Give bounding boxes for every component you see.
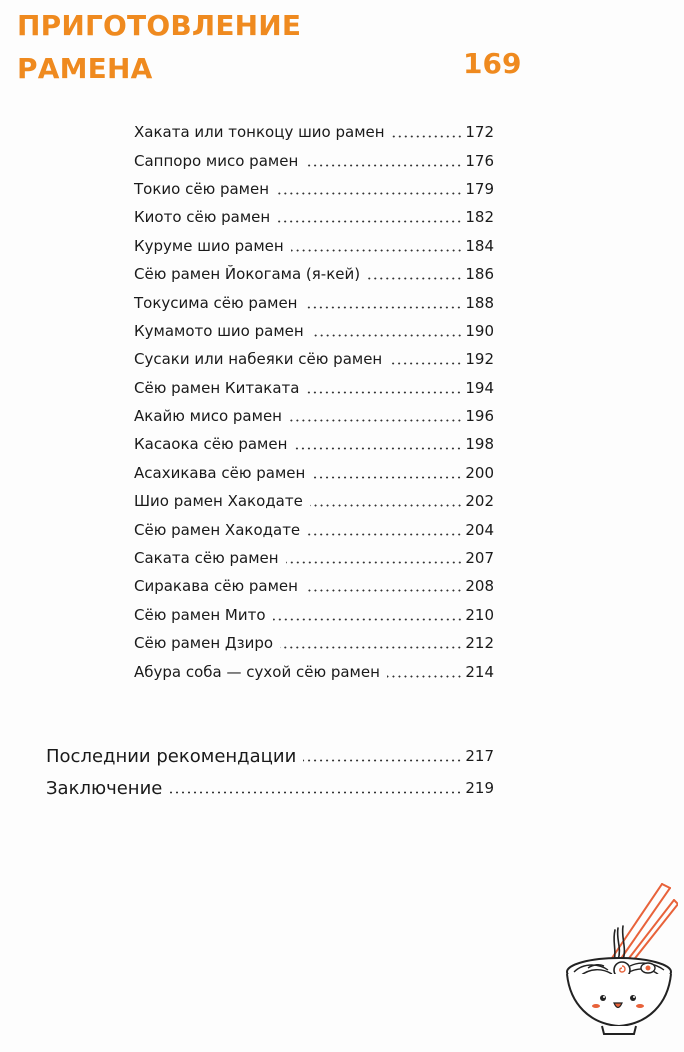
toc-entry-page: 208	[465, 577, 494, 596]
toc-entry-page: 182	[465, 208, 494, 227]
toc-entry[interactable]	[134, 146, 494, 174]
dot-leader	[367, 277, 462, 280]
toc-entry-label: Сёю рамен Дзиро	[134, 634, 274, 653]
toc-entry[interactable]	[134, 629, 494, 657]
toc-entry-label: Саппоро мисо рамен	[134, 151, 299, 170]
toc-main-entry-label: Последнии рекомендации	[46, 745, 297, 767]
dot-leader	[277, 220, 462, 223]
toc-entry-page: 202	[465, 492, 494, 511]
toc-entry-label: Киото сёю рамен	[134, 208, 271, 227]
toc-entry-page: 204	[465, 520, 494, 539]
toc-entry-page: 200	[465, 463, 494, 482]
toc-entry[interactable]	[134, 175, 494, 203]
toc-entry[interactable]	[134, 118, 494, 146]
toc-entry-label: Токио сёю рамен	[134, 179, 270, 198]
toc-entry-page: 194	[465, 378, 494, 397]
dot-leader	[280, 646, 462, 649]
toc-entry-page: 176	[465, 151, 494, 170]
toc-entry-label: Асахикава сёю рамен	[134, 463, 306, 482]
dot-leader	[306, 391, 462, 394]
toc-entry-label: Касаока сёю рамен	[134, 435, 288, 454]
toc-entry-page: 172	[465, 123, 494, 142]
toc-entry-page: 186	[465, 265, 494, 284]
toc-entry-label: Кумамото шио рамен	[134, 321, 304, 340]
toc-entry-label: Сиракава сёю рамен	[134, 577, 298, 596]
dot-leader	[169, 791, 462, 794]
toc-entry-page: 212	[465, 634, 494, 653]
toc-entry-label: Сусаки или набеяки сёю рамен	[134, 350, 383, 369]
toc-entry-page: 207	[465, 549, 494, 568]
toc-main-entry[interactable]	[46, 772, 494, 804]
dot-leader	[289, 419, 462, 422]
toc-main-entry[interactable]	[46, 740, 494, 772]
dot-leader	[389, 362, 462, 365]
toc-entry[interactable]	[134, 515, 494, 543]
toc-main-entry-label: Заключение	[46, 777, 163, 799]
dot-leader	[303, 759, 462, 762]
dot-leader	[392, 135, 463, 138]
toc-entry[interactable]	[134, 317, 494, 345]
ramen-bowl-icon	[560, 880, 678, 1038]
toc-entry[interactable]	[134, 544, 494, 572]
toc-entry-page: 210	[465, 605, 494, 624]
toc-entry[interactable]	[134, 430, 494, 458]
toc-recipe-list	[134, 118, 494, 686]
toc-entry[interactable]	[134, 487, 494, 515]
toc-entry[interactable]	[134, 260, 494, 288]
dot-leader	[305, 589, 462, 592]
toc-entry-page: 190	[465, 321, 494, 340]
toc-entry-label: Сёю рамен Китаката	[134, 378, 300, 397]
toc-entry-label: Саката сёю рамен	[134, 549, 279, 568]
dot-leader	[307, 533, 462, 536]
toc-main-list	[46, 740, 494, 804]
toc-entry-label: Сёю рамен Йокогама (я-кей)	[134, 265, 361, 284]
dot-leader	[276, 192, 462, 195]
dot-leader	[304, 306, 462, 309]
dot-leader	[291, 249, 463, 252]
dot-leader	[286, 561, 463, 564]
toc-entry-page: 188	[465, 293, 494, 312]
toc-entry-label: Токусима сёю рамен	[134, 293, 298, 312]
toc-entry-label: Акайю мисо рамен	[134, 407, 282, 426]
toc-entry-page: 198	[465, 435, 494, 454]
chopsticks-icon	[612, 884, 678, 962]
toc-entry[interactable]	[134, 203, 494, 231]
toc-entry-label: Сёю рамен Мито	[134, 605, 266, 624]
toc-main-entry-page: 217	[465, 747, 494, 765]
dot-leader	[294, 447, 462, 450]
dot-leader	[310, 504, 463, 507]
toc-entry-page: 179	[465, 179, 494, 198]
section-title-line2: РАМЕНА	[17, 52, 153, 85]
toc-main-entry-page: 219	[465, 779, 494, 797]
toc-entry-label: Сёю рамен Хакодате	[134, 520, 301, 539]
dot-leader	[312, 476, 462, 479]
toc-entry[interactable]	[134, 459, 494, 487]
toc-entry-page: 184	[465, 236, 494, 255]
toc-entry[interactable]	[134, 572, 494, 600]
dot-leader	[305, 164, 462, 167]
dot-leader	[387, 675, 462, 678]
toc-entry-label: Шио рамен Хакодате	[134, 492, 303, 511]
toc-entry-label: Куруме шио рамен	[134, 236, 284, 255]
section-title	[17, 4, 301, 90]
toc-entry-label: Абура соба — сухой сёю рамен	[134, 662, 380, 681]
toc-entry-page: 196	[465, 407, 494, 426]
toc-entry[interactable]	[134, 374, 494, 402]
dot-leader	[311, 334, 463, 337]
toc-entry-page: 214	[465, 662, 494, 681]
toc-entry-page: 192	[465, 350, 494, 369]
toc-entry[interactable]	[134, 601, 494, 629]
toc-entry-label: Хаката или тонкоцу шио рамен	[134, 123, 385, 142]
toc-entry[interactable]	[134, 345, 494, 373]
toc-entry[interactable]	[134, 402, 494, 430]
dot-leader	[273, 618, 463, 621]
section-page-number: 169	[463, 47, 522, 80]
toc-entry[interactable]	[134, 288, 494, 316]
toc-entry[interactable]	[134, 232, 494, 260]
section-title-line1: ПРИГОТОВЛЕНИЕ	[17, 9, 302, 42]
toc-entry[interactable]	[134, 657, 494, 685]
